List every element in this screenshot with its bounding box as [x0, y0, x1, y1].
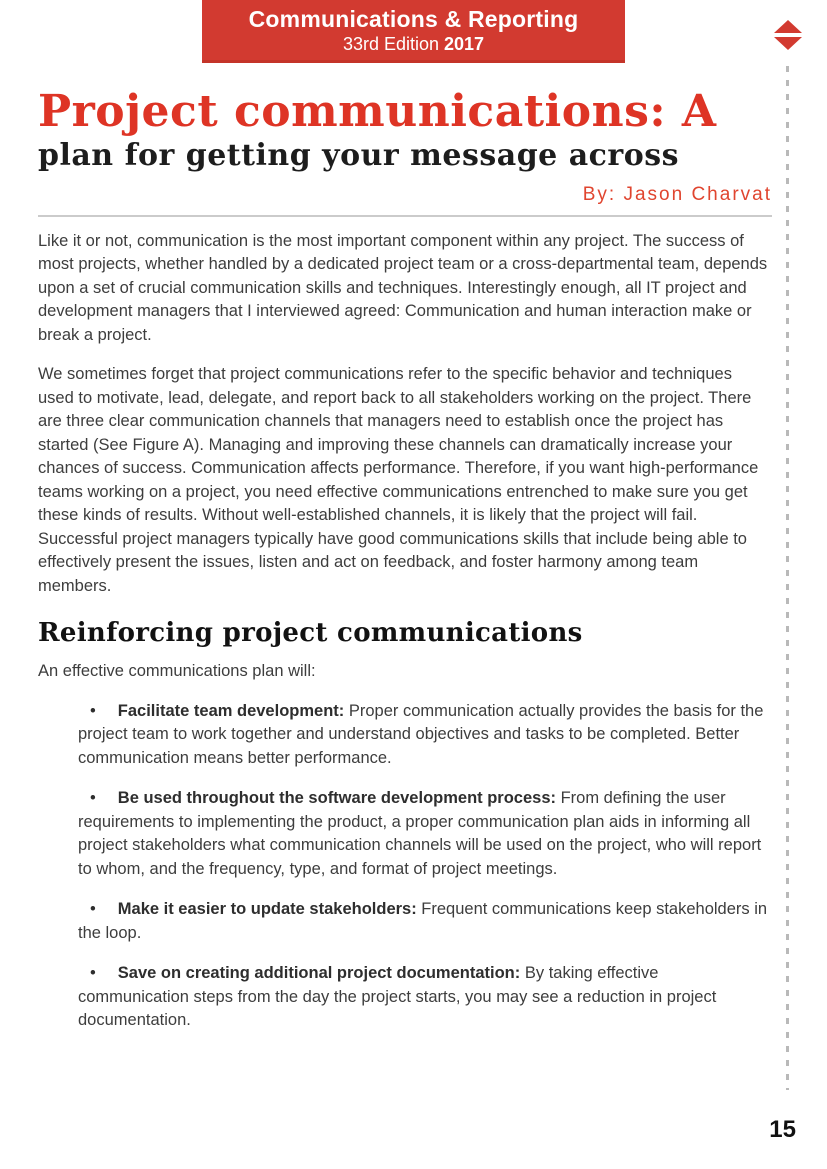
triangle-up-icon: [774, 20, 802, 33]
bullet-label: Save on creating additional project documentation:: [117, 964, 521, 983]
bullet-icon: •: [90, 789, 96, 808]
banner-edition: 33rd Edition: [342, 33, 440, 54]
section-intro: An effective communications plan will:: [38, 662, 316, 681]
bullet-label: Facilitate team development:: [117, 701, 345, 720]
header-banner: [202, 0, 625, 63]
bullet-list: [38, 700, 772, 1033]
article-title-line2: plan for getting your message across: [38, 137, 679, 173]
bullet-label: Be used throughout the software development process:: [117, 789, 557, 808]
article-title-line1: Project communications: A: [38, 86, 717, 137]
banner-subtitle: [202, 34, 625, 55]
paragraph-2: We sometimes forget that project communications refer to the specific behavior and techniques used to motivate, lead, delegate, and report back to all stakeholders working on the project. There are three clear communication channels that managers need to establish once the project has started (See Figure A). Managing and improving these channels can dramatically increase your chances of success. Communication affects performance. Therefore, if you want high-performance teams working on a project, you need effective communications entrenched to make sure you get these kinds of results. Without well-established channels, it is likely that the project will fail. Successful project managers typically have good communications skills that include being able to effectively present the issues, listen and act on feedback, and foster harmony among team members.: [38, 365, 759, 595]
page-number: 15: [769, 1116, 796, 1143]
bullet-label: Make it easier to update stakeholders:: [117, 900, 417, 919]
bullet-icon: •: [90, 964, 96, 983]
triangle-down-icon: [774, 37, 802, 50]
bullet-icon: •: [90, 900, 96, 919]
banner-title: Communications & Reporting: [248, 5, 579, 32]
bullet-icon: •: [90, 701, 96, 720]
list-item: [38, 962, 772, 1033]
dashed-vertical-rule: [786, 66, 789, 1090]
list-item: [38, 700, 772, 771]
list-item: [38, 898, 772, 945]
list-item: [38, 787, 772, 881]
bullet-text: Proper communication actually provides the basis for the project team to work together and understand objectives and tasks to be completed. Better communication means better performance.: [78, 701, 764, 767]
section-heading: Reinforcing project communications: [38, 618, 583, 649]
banner-year: 2017: [444, 33, 485, 54]
bullet-text: Frequent communications keep stakeholders in the loop.: [78, 900, 768, 942]
horizontal-rule: [38, 215, 772, 217]
paragraph-1: Like it or not, communication is the most important component within any project. The success of most projects, whether handled by a dedicated project team or a cross-departmental team, depends upon a set of crucial communication skills and techniques. Interestingly enough, all IT project and development managers that I interviewed agreed: Communication and human interaction make or break a project.: [38, 231, 768, 344]
bullet-text: By taking effective communication steps from the day the project starts, you may see a reduction in project documentation.: [78, 964, 717, 1030]
diamond-ornament-icon: [774, 20, 802, 50]
byline: By: Jason Charvat: [582, 183, 772, 205]
bullet-text: From defining the user requirements to implementing the product, a proper communication plan aids in informing all project stakeholders what communication channels will be used on the project, who will report to whom, and the frequency, type, and format of project meetings.: [78, 789, 762, 878]
article-content: [38, 88, 772, 1050]
